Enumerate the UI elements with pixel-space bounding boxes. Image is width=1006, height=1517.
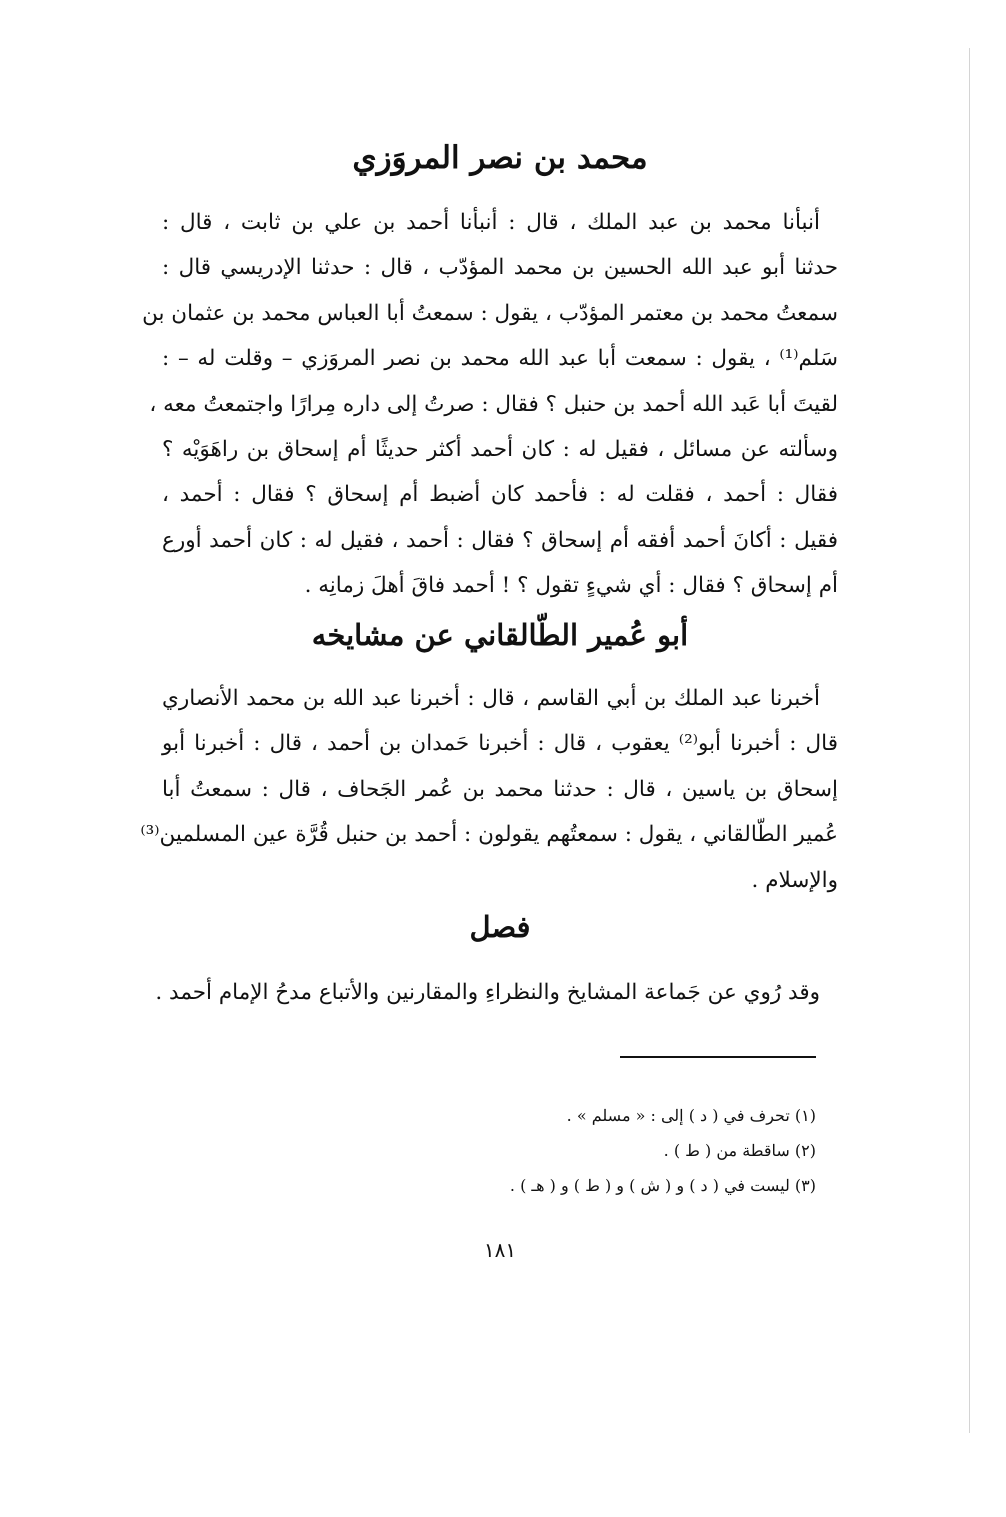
footnote-1: (١) تحرف في ( د ) إلى : « مسلم » . (566, 1106, 816, 1125)
footnote-3: (٣) ليست في ( د ) و ( ش ) و ( ط ) و ( هـ ) . (509, 1176, 816, 1195)
text-line: سمعتُ محمد بن معتمر المؤدّب ، يقول : سمعتُ أبا العباس محمد بن عثمان بن (142, 300, 838, 326)
text-line: فقيل : أكانَ أحمد أفقه أم إسحاق ؟ فقال : أحمد ، فقيل له : كان أحمد أورع (162, 527, 838, 553)
footnote-2: (٢) ساقطة من ( ط ) . (663, 1141, 816, 1160)
footnote-separator (620, 1056, 816, 1058)
paragraph-al-marwazi (142, 200, 838, 609)
text-line: أخبرنا عبد الملك بن أبي القاسم ، قال : أخبرنا عبد الله بن محمد الأنصاري (162, 686, 820, 711)
section-title-fasl: فصل (469, 910, 531, 944)
text-line: سَلم⁽¹⁾ ، يقول : سمعت أبا عبد الله محمد بن نصر المروَزي – وقلت له – : (162, 346, 838, 372)
footnotes (200, 1098, 816, 1203)
text-line: والإسلام . (751, 867, 838, 893)
text-line: قال : أخبرنا أبو⁽²⁾ يعقوب ، قال : أخبرنا حَمدان بن أحمد ، قال : أخبرنا أبو (162, 731, 838, 757)
text-line: أم إسحاق ؟ فقال : أي شيءٍ تقول ؟ ! أحمد فاقَ أهلَ زمانِه . (304, 573, 838, 599)
text-line: إسحاق بن ياسين ، قال : حدثنا محمد بن عُمر الجَحاف ، قال : سمعتُ أبا (162, 776, 838, 802)
text-line: أنبأنا محمد بن عبد الملك ، قال : أنبأنا أحمد بن علي بن ثابت ، قال : (162, 210, 820, 235)
paragraph-fasl (155, 970, 838, 1015)
scan-edge-line (969, 48, 970, 1433)
text-line: وسألته عن مسائل ، فقيل له : كان أحمد أكثر حديثًا أم إسحاق بن راهَوَيْه ؟ (162, 436, 838, 462)
paragraph-al-taliqani (140, 676, 838, 903)
text-line: فقال : أحمد ، فقلت له : فأحمد كان أضبط أم إسحاق ؟ فقال : أحمد ، (162, 482, 838, 508)
text-line: عُمير الطّالقاني ، يقول : سمعتُهم يقولون : أحمد بن حنبل قُرَّة عين المسلمين⁽³⁾ (140, 822, 838, 848)
text-line: حدثنا أبو عبد الله الحسين بن محمد المؤدّب ، قال : حدثنا الإدريسي قال : (162, 255, 838, 281)
page-number: ١٨١ (483, 1238, 517, 1262)
section-title-al-taliqani: أبو عُمير الطّالقاني عن مشايخه (311, 618, 689, 652)
text-line: وقد رُوي عن جَماعة المشايخ والنظراءِ والمقارنين والأتباع مدحُ الإمام أحمد . (155, 980, 820, 1005)
text-line: لقيتَ أبا عَبد الله أحمد بن حنبل ؟ فقال : صرتُ إلى داره مِرارًا واجتمعتُ معه ، (149, 391, 838, 417)
section-title-al-marwazi: محمد بن نصر المروَزي (352, 140, 648, 176)
